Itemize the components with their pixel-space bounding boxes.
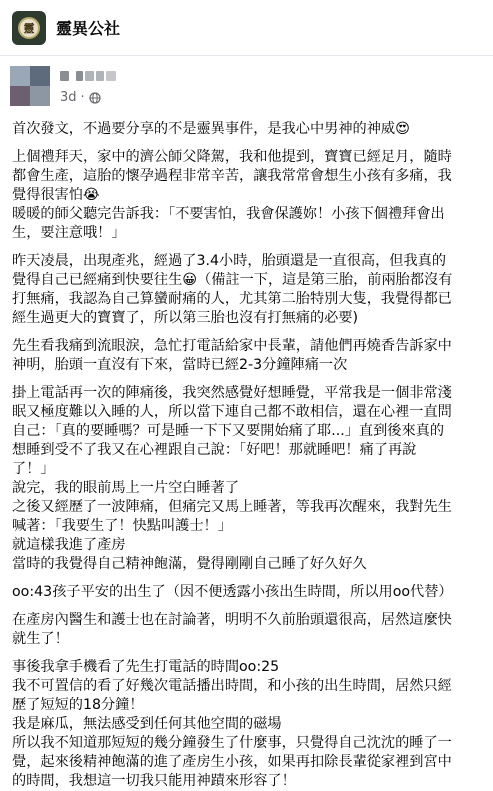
post-text-line: oo:43孩子平安的出生了（因不便透露小孩出生時間，所以用oo代替）	[12, 584, 453, 600]
post-text-line: 說完，我的眼前馬上一片空白睡著了	[12, 480, 240, 496]
post-text-line: 打無痛，我認為自己算蠻耐痛的人，尤其第二胎特別大隻，我覺得都已	[12, 291, 452, 307]
post-text-line: 的時間，我想這一切我只能用神蹟來形容了！	[12, 773, 296, 789]
post-time[interactable]: 3d	[60, 90, 77, 105]
group-emblem-icon: 靈	[18, 17, 40, 39]
group-avatar[interactable]	[12, 11, 46, 45]
post-text-line: 首次發文，不過要分享的不是靈異事件，是我心中男神的神威😍	[12, 121, 410, 137]
post-text-line: 我不可置信的看了好幾次電話播出時間，和小孩的出生時間，居然只經	[12, 678, 452, 694]
post-time-row: 3d ·	[60, 90, 116, 105]
post-text-line: 就生了！	[12, 631, 69, 647]
post-text-line: 想睡到受不了我又在心裡跟自己說：「好吧！那就睡吧！痛了再說	[12, 442, 417, 458]
poster-meta	[60, 68, 116, 105]
post-text-line: 當時的我覺得自己精神飽滿，覺得剛剛自己睡了好久好久	[12, 556, 367, 572]
poster-avatar[interactable]	[10, 66, 50, 106]
post-paragraph	[12, 658, 481, 791]
post-text-line: 事後我拿手機看了先生打電話的時間oo:25	[12, 659, 280, 675]
post-paragraph	[12, 337, 481, 375]
post-text-line: 掛上電話再一次的陣痛後，我突然感覺好想睡覺，平常我是一個非常淺	[12, 385, 452, 401]
group-name[interactable]: 靈異公社	[56, 19, 121, 38]
globe-icon	[89, 92, 101, 104]
post-text-line: 覺得自己已經痛到快要往生😀（備註一下，這是第三胎，前兩胎都沒有	[12, 272, 453, 288]
post-paragraph	[12, 384, 481, 574]
post-text-line: 暖暖的師父聽完告訴我：「不要害怕，我會保護妳！小孩下個禮拜會出	[12, 206, 445, 222]
post-text-line: 上個禮拜天，家中的濟公師父降駕，我和他提到，寶寶已經足月，隨時	[12, 149, 452, 165]
post-text-line: 之後又經歷了一波陣痛，但痛完又馬上睡著，等我再次醒來，我對先生	[12, 499, 452, 515]
post-text-line: 我是麻瓜，無法感受到任何其他空間的磁場	[12, 716, 282, 732]
post-text-line: 眠又極度難以入睡的人，所以當下連自己都不敢相信，還在心裡一直問	[12, 404, 452, 420]
post-text-line: 所以我不知道那短短的幾分鐘發生了什麼事，只覺得自己沈沈的睡了一	[12, 735, 452, 751]
post-body	[0, 112, 493, 791]
post-paragraph	[12, 120, 481, 139]
post-text-line: 自己：「真的要睡嗎？可是睡一下下又要開始痛了耶...」直到後來真的	[12, 423, 445, 439]
post-paragraph	[12, 252, 481, 328]
post-text-line: 覺，起來後精神飽滿的進了產房生小孩，如果再扣除長輩從家裡到宮中	[12, 754, 452, 770]
post-text-line: 昨天凌晨，出現產兆，經過了3.4小時，胎頭還是一直很高，但我真的	[12, 253, 447, 269]
post-text-line: 在產房內醫生和護士也在討論著，明明不久前胎頭還很高，居然這麼快	[12, 612, 452, 628]
post-header	[0, 56, 493, 112]
post-paragraph	[12, 148, 481, 243]
post-text-line: 覺得很害怕😭	[12, 187, 100, 203]
post-text-line: 神明，胎頭一直沒有下來，當時已經2-3分鐘陣痛一次	[12, 357, 348, 373]
post-text-line: 就這樣我進了產房	[12, 537, 126, 553]
post-text-line: 生，要注意哦！」	[12, 225, 126, 241]
post-text-line: 都會生產，這胎的懷孕過程非常辛苦，讓我常常會想生小孩有多痛，我	[12, 168, 452, 184]
post-text-line: 先生看我痛到流眼淚，急忙打電話給家中長輩，請他們再燒香告訴家中	[12, 338, 452, 354]
post-text-line: 喊著：「我要生了！快點叫護士！」	[12, 518, 232, 534]
post-text-line: 了！」	[12, 461, 55, 477]
post-text-line: 經生過更大的寶寶了，所以第三胎也沒有打無痛的必要)	[12, 310, 359, 326]
post-paragraph	[12, 583, 481, 602]
post-paragraph	[12, 611, 481, 649]
post-text-line: 歷了短短的18分鐘！	[12, 697, 144, 713]
poster-name-redacted[interactable]	[60, 68, 116, 84]
group-header	[0, 0, 493, 56]
